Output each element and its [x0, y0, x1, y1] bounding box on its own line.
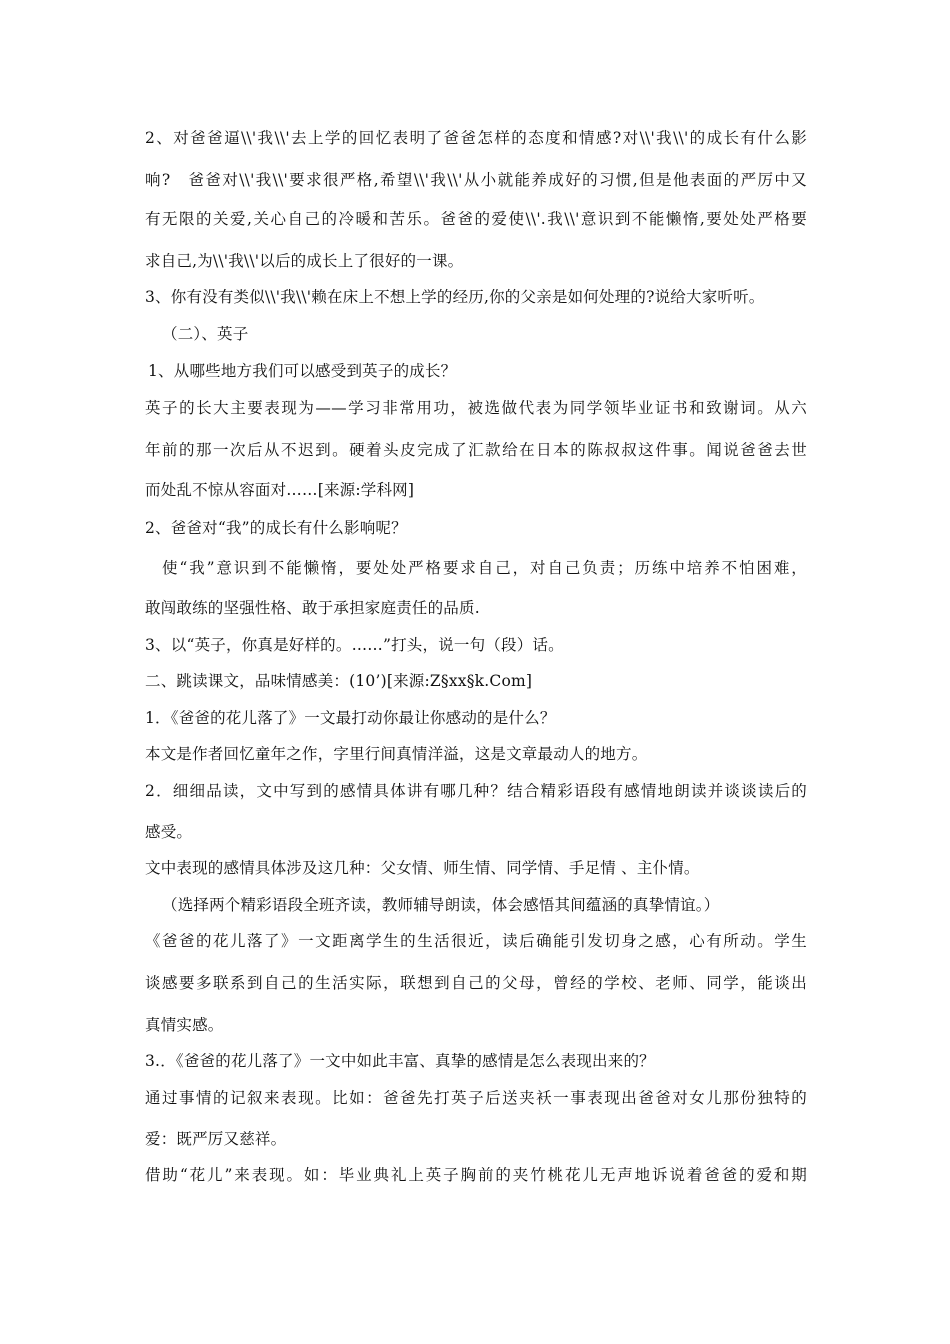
question-line: 3、以“英子，你真是好样的。……”打头，说一句（段）话。	[145, 636, 564, 654]
paragraph-line: 3、你有没有类似\\'我\\'赖在床上不想上学的经历,你的父亲是如何处理的?说给大家听听。	[145, 288, 765, 306]
paragraph-line: 通过事情的记叙来表现。比如：爸爸先打英子后送夹袄一事表现出爸爸对女儿那份独特的	[145, 1089, 807, 1107]
paragraph-line: 而处乱不惊从容面对……[来源:学科网]	[145, 481, 415, 499]
paragraph-line: 敢闯敢练的坚强性格、敢于承担家庭责任的品质.	[145, 599, 480, 617]
paragraph-line: 有无限的关爱,关心自己的冷暖和苦乐。爸爸的爱使\\'.我\\'意识到不能懒惰,要处处严格要	[145, 210, 807, 228]
paragraph-line: 文中表现的感情具体涉及这几种：父女情、师生情、同学情、手足情 、主仆情。	[145, 859, 700, 877]
paragraph-line: 感受。	[145, 823, 193, 841]
section-heading: （二）、英子	[162, 325, 249, 343]
section-heading: 二、跳读课文，品味情感美：(10’)[来源:Z§xx§k.Com]	[145, 672, 533, 690]
question-line: 2、爸爸对“我”的成长有什么影响呢？	[145, 519, 407, 537]
question-line: 1．《爸爸的花儿落了》一文最打动你最让你感动的是什么？	[145, 709, 556, 727]
paragraph-line: 2、对爸爸逼\\'我\\'去上学的回忆表明了爸爸怎样的态度和情感?对\\'我\\'的成长有什么影	[145, 129, 807, 147]
paragraph-line: 《爸爸的花儿落了》一文距离学生的生活很近，读后确能引发切身之感，心有所动。学生	[145, 932, 807, 950]
paragraph-line: 使“我”意识到不能懒惰，要处处严格要求自己，对自己负责；历练中培养不怕困难，	[162, 559, 807, 577]
paragraph-line: （选择两个精彩语段全班齐读，教师辅导朗读，体会感悟其间蕴涵的真挚情谊。）	[162, 896, 720, 914]
paragraph-line: 爱：既严厉又慈祥。	[145, 1130, 287, 1148]
paragraph-line: 本文是作者回忆童年之作，字里行间真情洋溢，这是文章最动人的地方。	[145, 745, 648, 763]
question-line: 3.．《爸爸的花儿落了》一文中如此丰富、真挚的感情是怎么表现出来的？	[145, 1052, 655, 1070]
paragraph-line: 响? 爸爸对\\'我\\'要求很严格,希望\\'我\\'从小就能养成好的习惯,但是他表面的严厉中又	[145, 171, 807, 189]
paragraph-line: 求自己,为\\'我\\'以后的成长上了很好的一课。	[145, 252, 464, 270]
paragraph-line: 英子的长大主要表现为——学习非常用功，被选做代表为同学领毕业证书和致谢词。从六	[145, 399, 807, 417]
question-line: 1、从哪些地方我们可以感受到英子的成长？	[148, 362, 457, 380]
paragraph-line: 借助“花儿”来表现。如：毕业典礼上英子胸前的夹竹桃花儿无声地诉说着爸爸的爱和期	[145, 1166, 807, 1184]
paragraph-line: 真情实感。	[145, 1016, 224, 1034]
question-line: 2．细细品读，文中写到的感情具体讲有哪几种？结合精彩语段有感情地朗读并谈谈读后的	[145, 782, 807, 800]
paragraph-line: 年前的那一次后从不迟到。硬着头皮完成了汇款给在日本的陈叔叔这件事。闻说爸爸去世	[145, 441, 807, 459]
paragraph-line: 谈感要多联系到自己的生活实际，联想到自己的父母，曾经的学校、老师、同学，能谈出	[145, 974, 807, 992]
